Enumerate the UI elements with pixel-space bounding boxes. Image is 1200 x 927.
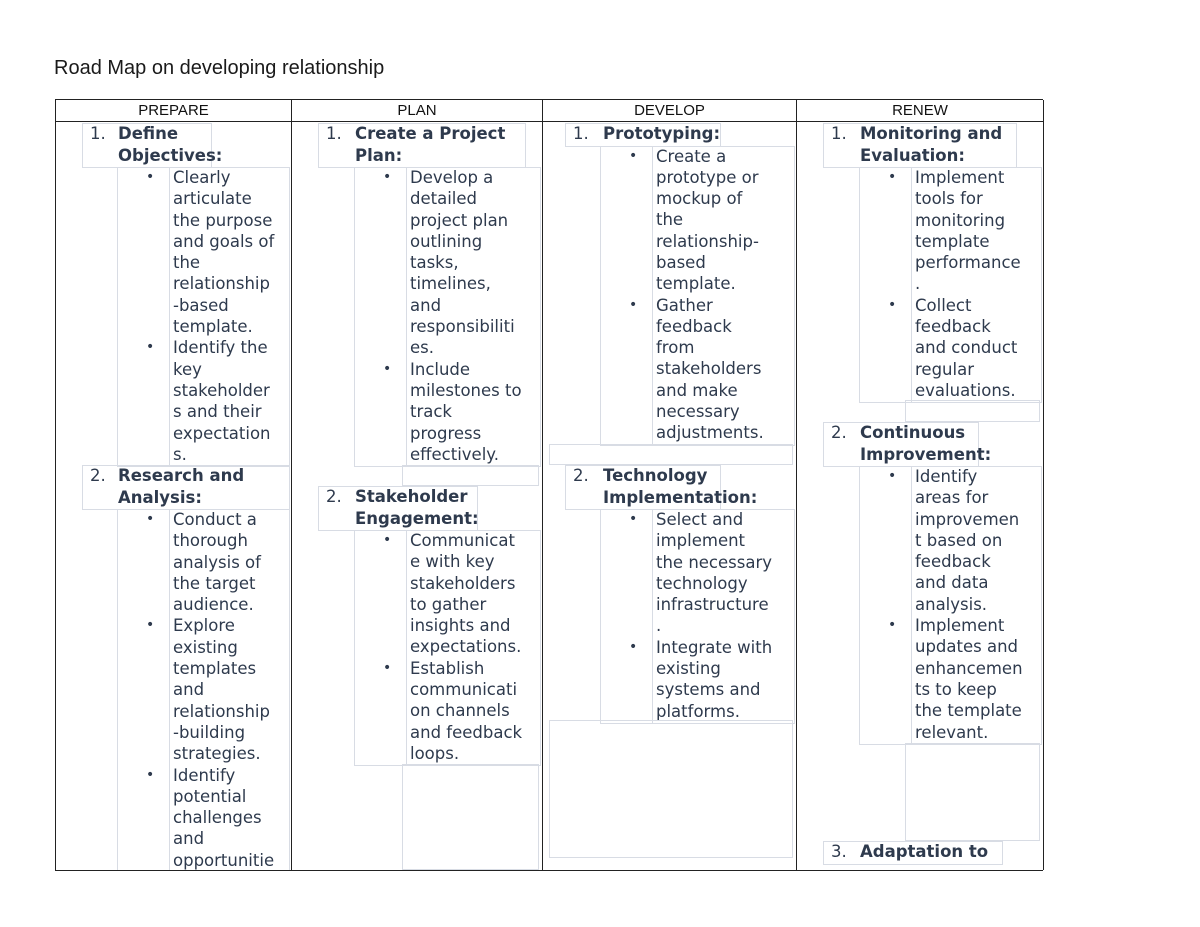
bullet-text: Establish: [410, 658, 485, 678]
bullet-text: necessary: [656, 402, 740, 422]
bullet-text: and conduct: [915, 338, 1018, 358]
bullet-text: effectively.: [410, 444, 499, 464]
bullet-text: Conduct a: [173, 510, 257, 529]
bullet-text: Implement: [915, 168, 1005, 187]
bullet-text: Collect: [915, 295, 972, 315]
bullet-text: ts to keep: [915, 679, 997, 699]
bullet-text: relevant.: [915, 722, 989, 742]
bullet-dot: •: [146, 169, 155, 185]
bullet-text: Select and: [656, 510, 744, 529]
bullet-dot: •: [629, 638, 638, 655]
bullet-text: existing: [173, 637, 238, 657]
bullet-text: project plan: [410, 210, 509, 230]
step-heading-line: Monitoring and: [860, 124, 1003, 143]
bullet-text: the target: [173, 573, 256, 593]
bullet-text: Develop a: [410, 168, 494, 187]
bullet-text: performance: [915, 253, 1021, 273]
bullet-text: mockup of: [656, 189, 743, 209]
column-header: PLAN: [292, 100, 542, 122]
step-heading-line: Continuous: [860, 423, 966, 442]
step-number: 2.: [326, 487, 342, 506]
bullet-text: technology: [656, 573, 748, 593]
bullet-text: .: [915, 274, 921, 294]
bullet-divider: [406, 167, 407, 467]
bullet-text: es.: [410, 338, 434, 358]
bullet-text: stakeholders: [410, 573, 516, 593]
bullet-text: systems and: [656, 680, 761, 700]
column-develop: [543, 100, 797, 870]
bullet-dot: •: [888, 169, 897, 185]
bullet-text: audience.: [173, 595, 254, 615]
bullet-dot: •: [888, 296, 897, 313]
bullet-divider: [652, 146, 653, 446]
bullet-dot: •: [383, 169, 392, 185]
bullet-text: -based: [173, 295, 229, 315]
bullet-text: t based on: [915, 530, 1003, 550]
bullet-divider: [911, 466, 912, 745]
bullet-text: -building: [173, 722, 246, 742]
step-heading: [355, 486, 479, 529]
bullet-text: the template: [915, 701, 1022, 721]
bullet-divider: [169, 509, 170, 870]
bullet-dot: •: [629, 296, 638, 313]
bullet-text: implement: [656, 531, 746, 551]
bullet-frame: [354, 167, 541, 467]
step-heading: [355, 123, 505, 166]
bullet-text: Gather: [656, 295, 713, 315]
bullet-text: relationship-: [656, 231, 759, 251]
bullet-text: and data: [915, 573, 989, 593]
bullet-text: updates and: [915, 637, 1019, 657]
bullet-text: the necessary: [656, 552, 773, 572]
bullet-text: and: [410, 295, 442, 315]
step-number: 1.: [573, 124, 589, 143]
bullet-dot: •: [383, 532, 392, 548]
bullet-text: Communicat: [410, 531, 515, 550]
step-number: 3.: [831, 842, 847, 861]
column-renew: [797, 100, 1044, 870]
bullet-text: enhancemen: [915, 658, 1023, 678]
step-heading: [118, 123, 222, 166]
document-title: Road Map on developing relationship: [54, 57, 385, 79]
empty-frame: [905, 743, 1040, 841]
bullet-text: s.: [173, 444, 187, 464]
bullet-text: Identify the: [173, 338, 268, 358]
bullet-text: loops.: [410, 743, 460, 763]
step-heading-line: Technology: [603, 466, 708, 485]
bullet-text: thorough: [173, 531, 248, 551]
step-number: 1.: [326, 124, 342, 143]
column-header: DEVELOP: [543, 100, 796, 122]
bullet-text: articulate: [173, 189, 252, 209]
column-plan: [292, 100, 543, 870]
bullet-dot: •: [629, 147, 638, 164]
bullet-divider: [652, 509, 653, 724]
bullet-text: analysis of: [173, 552, 261, 572]
bullet-frame: [117, 167, 290, 467]
bullet-dot: •: [146, 617, 155, 634]
step-heading-line: Define: [118, 124, 179, 143]
bullet-divider: [169, 167, 170, 467]
bullet-text: responsibiliti: [410, 317, 515, 337]
step-heading: [860, 422, 991, 465]
empty-frame: [549, 444, 793, 465]
bullet-text: Clearly: [173, 168, 231, 187]
bullet-dot: •: [146, 766, 155, 783]
bullet-text: feedback: [915, 317, 991, 337]
bullet-text: from: [656, 338, 695, 358]
bullet-text: and: [173, 829, 205, 849]
bullet-text: regular: [915, 359, 974, 379]
bullet-text: Identify: [915, 467, 978, 486]
bullet-text: platforms.: [656, 701, 740, 721]
bullet-text: monitoring: [915, 210, 1006, 230]
empty-frame: [549, 720, 793, 858]
bullet-text: improvemen: [915, 509, 1020, 529]
step-number: 1.: [831, 124, 847, 143]
step-heading-line: Prototyping:: [603, 124, 721, 143]
bullet-text: relationship: [173, 274, 270, 294]
step-heading: [118, 465, 244, 508]
bullet-text: Integrate with: [656, 637, 773, 657]
step-number: 2.: [573, 466, 589, 485]
roadmap-table: [55, 99, 1043, 871]
bullet-text: the: [173, 253, 201, 273]
bullet-text: milestones to: [410, 380, 522, 400]
bullet-text: based: [656, 252, 706, 272]
bullet-text: communicati: [410, 680, 518, 700]
step-heading-line: Adaptation to: [860, 842, 989, 861]
bullet-text: areas for: [915, 488, 989, 508]
bullet-text: Include: [410, 359, 471, 379]
bullet-text: the: [656, 210, 684, 230]
bullet-text: strategies.: [173, 744, 261, 764]
step-heading-line: Implementation:: [603, 487, 758, 507]
bullet-text: tasks,: [410, 253, 459, 273]
bullet-text: Implement: [915, 616, 1005, 636]
bullet-text: Explore: [173, 616, 235, 636]
bullet-text: key: [173, 359, 202, 379]
bullet-text: Identify: [173, 765, 236, 785]
bullet-dot: •: [146, 511, 155, 527]
step-heading-line: Improvement:: [860, 444, 992, 464]
step-heading-line: Evaluation:: [860, 145, 965, 165]
bullet-dot: •: [629, 511, 638, 527]
bullet-text: s and their: [173, 402, 262, 422]
bullet-text: timelines,: [410, 274, 491, 294]
bullet-text: relationship: [173, 701, 270, 721]
bullet-text: and: [173, 680, 205, 700]
empty-frame: [402, 764, 539, 870]
bullet-text: challenges: [173, 808, 262, 828]
bullet-text: template.: [173, 317, 253, 337]
bullet-divider: [911, 167, 912, 403]
step-heading: [603, 123, 720, 145]
step-heading-line: Analysis:: [118, 487, 202, 507]
bullet-dot: •: [146, 339, 155, 356]
step-number: 2.: [831, 423, 847, 442]
bullet-text: existing: [656, 659, 721, 679]
bullet-text: insights and: [410, 616, 511, 636]
bullet-frame: [859, 167, 1042, 403]
bullet-text: the purpose: [173, 210, 273, 230]
bullet-text: expectation: [173, 423, 271, 443]
bullet-text: .: [656, 616, 662, 636]
step-heading: [860, 841, 988, 863]
bullet-text: outlining: [410, 231, 483, 251]
bullet-divider: [406, 530, 407, 766]
empty-frame: [905, 400, 1040, 422]
bullet-frame: [600, 509, 795, 724]
bullet-frame: [600, 146, 795, 446]
step-heading: [860, 123, 1002, 166]
bullet-text: evaluations.: [915, 380, 1016, 400]
bullet-frame: [859, 466, 1042, 745]
bullet-text: tools for: [915, 189, 983, 209]
bullet-text: and goals of: [173, 231, 275, 251]
bullet-text: and make: [656, 380, 738, 400]
bullet-text: e with key: [410, 552, 495, 572]
bullet-dot: •: [383, 659, 392, 676]
step-heading: [603, 465, 757, 508]
bullet-dot: •: [888, 617, 897, 634]
column-header: RENEW: [797, 100, 1043, 122]
bullet-text: analysis.: [915, 594, 988, 614]
bullet-frame: [117, 509, 290, 870]
bullet-text: potential: [173, 786, 247, 806]
bullet-text: prototype or: [656, 167, 759, 187]
bullet-text: infrastructure: [656, 595, 769, 615]
bullet-text: template: [915, 231, 990, 251]
bullet-text: track: [410, 402, 452, 422]
bullet-text: expectations.: [410, 637, 522, 657]
bullet-text: and feedback: [410, 722, 523, 742]
step-number: 2.: [90, 466, 106, 485]
bullet-text: progress: [410, 423, 482, 443]
bullet-text: feedback: [915, 552, 991, 572]
column-prepare: [56, 100, 292, 870]
column-header: PREPARE: [56, 100, 291, 122]
bullet-text: feedback: [656, 316, 732, 336]
step-heading-line: Research and: [118, 466, 245, 485]
bullet-text: stakeholders: [656, 359, 762, 379]
bullet-text: on channels: [410, 701, 510, 721]
step-heading-line: Stakeholder: [355, 487, 468, 506]
step-heading-line: Objectives:: [118, 145, 223, 165]
empty-frame: [402, 465, 539, 486]
bullet-dot: •: [888, 468, 897, 484]
bullet-text: template.: [656, 274, 736, 294]
bullet-text: stakeholder: [173, 380, 270, 400]
step-heading-line: Plan:: [355, 145, 403, 165]
bullet-dot: •: [383, 360, 392, 377]
bullet-text: to gather: [410, 594, 487, 614]
step-heading-line: Engagement:: [355, 508, 479, 528]
bullet-text: templates: [173, 659, 257, 679]
bullet-text: opportunitie: [173, 850, 275, 870]
step-number: 1.: [90, 124, 106, 143]
bullet-text: adjustments.: [656, 423, 764, 443]
bullet-frame: [354, 530, 541, 766]
step-heading-line: Create a Project: [355, 124, 506, 143]
bullet-text: Create a: [656, 146, 727, 166]
bullet-text: detailed: [410, 189, 477, 209]
